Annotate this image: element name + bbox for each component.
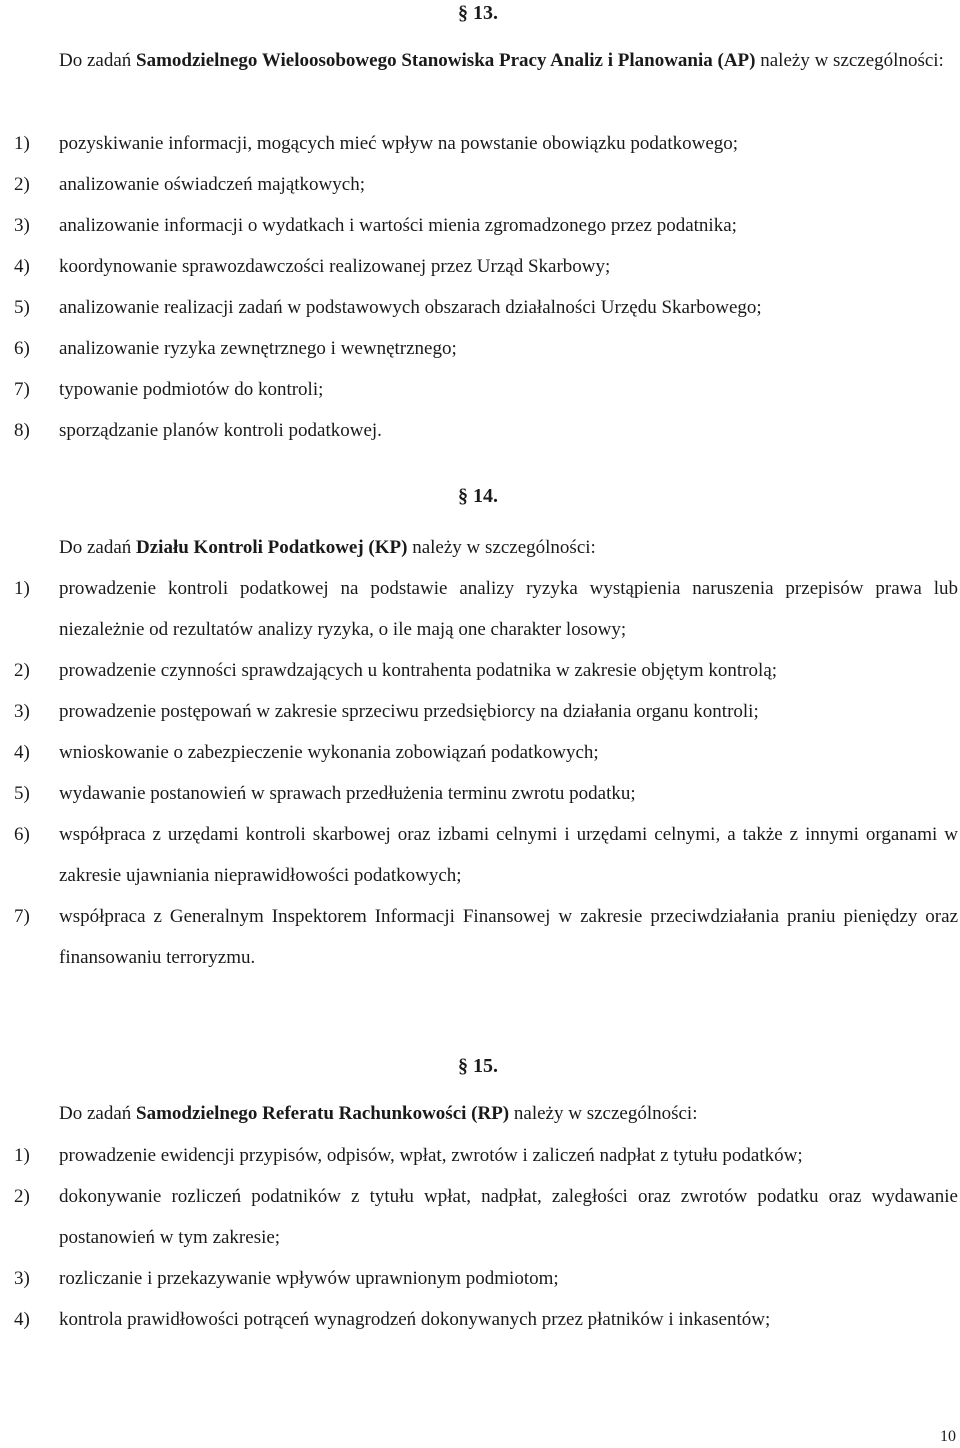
item-text: pozyskiwanie informacji, mogących mieć wpływ na powstanie obowiązku podatkowego;: [59, 133, 739, 154]
list-item: [0, 287, 958, 328]
section-13-intro: [0, 40, 958, 82]
section-14-intro-before: Do zadań: [59, 537, 137, 558]
section-14-unit-name: Działu Kontroli Podatkowej (KP): [136, 537, 408, 558]
item-number: 4): [14, 256, 30, 277]
item-number: 4): [14, 1309, 30, 1330]
item-number: 5): [14, 297, 30, 318]
item-text: typowanie podmiotów do kontroli;: [59, 379, 324, 400]
item-text: sporządzanie planów kontroli podatkowej.: [59, 420, 382, 441]
item-text: analizowanie informacji o wydatkach i wartości mienia zgromadzonego przez podatnika;: [59, 215, 737, 236]
item-number: 6): [14, 338, 30, 359]
list-item: [0, 1176, 958, 1258]
item-number: 7): [14, 906, 30, 927]
section-13-intro-after: należy w szczególności:: [755, 50, 944, 71]
item-number: 3): [14, 1268, 30, 1289]
item-text: analizowanie realizacji zadań w podstawowych obszarach działalności Urzędu Skarbowego;: [59, 297, 762, 318]
list-item: [0, 369, 958, 410]
item-number: 8): [14, 420, 30, 441]
item-number: 7): [14, 379, 30, 400]
section-14-list: [0, 568, 958, 978]
item-text: wnioskowanie o zabezpieczenie wykonania zobowiązań podatkowych;: [59, 742, 599, 763]
list-item: [0, 1258, 958, 1299]
item-text: dokonywanie rozliczeń podatników z tytułu wpłat, nadpłat, zaległości oraz zwrotów podatku oraz wydawanie postanowień w tym zakresie;: [59, 1186, 958, 1248]
item-text: prowadzenie kontroli podatkowej na podstawie analizy ryzyka wystąpienia naruszenia przepisów prawa lub niezależnie od rezultatów analizy ryzyka, o ile mają one charakter losowy;: [59, 578, 958, 640]
item-number: 1): [14, 1145, 30, 1166]
section-13-intro-before: Do zadań: [59, 50, 137, 71]
item-text: rozliczanie i przekazywanie wpływów uprawnionym podmiotom;: [59, 1268, 559, 1289]
section-14-intro-after: należy w szczególności:: [407, 537, 596, 558]
list-item: [0, 1299, 958, 1340]
section-13-heading: § 13.: [458, 2, 498, 24]
item-text: wydawanie postanowień w sprawach przedłużenia terminu zwrotu podatku;: [59, 783, 636, 804]
section-15-intro-before: Do zadań: [59, 1103, 137, 1124]
list-item: [0, 328, 958, 369]
list-item: [0, 568, 958, 650]
list-item: [0, 650, 958, 691]
list-item: [0, 164, 958, 205]
list-item: [0, 1135, 958, 1176]
item-number: 3): [14, 215, 30, 236]
item-text: analizowanie oświadczeń majątkowych;: [59, 174, 365, 195]
page-number: 10: [940, 1428, 956, 1445]
section-15-list: [0, 1135, 958, 1340]
section-15-unit-name: Samodzielnego Referatu Rachunkowości (RP): [136, 1103, 510, 1124]
section-13-unit-name: Samodzielnego Wieloosobowego Stanowiska Pracy Analiz i Planowania (AP): [136, 50, 756, 71]
section-15-heading: § 15.: [458, 1055, 498, 1077]
item-number: 2): [14, 174, 30, 195]
item-text: analizowanie ryzyka zewnętrznego i wewnętrznego;: [59, 338, 457, 359]
item-text: prowadzenie ewidencji przypisów, odpisów, wpłat, zwrotów i zaliczeń nadpłat z tytułu podatków;: [59, 1145, 803, 1166]
item-number: 4): [14, 742, 30, 763]
list-item: [0, 896, 958, 978]
list-item: [0, 732, 958, 773]
list-item: [0, 205, 958, 246]
section-14-heading: § 14.: [458, 485, 498, 507]
item-text: kontrola prawidłowości potrąceń wynagrodzeń dokonywanych przez płatników i inkasentów;: [59, 1309, 771, 1330]
list-item: [0, 123, 958, 164]
section-15-intro-after: należy w szczególności:: [509, 1103, 698, 1124]
list-item: [0, 691, 958, 732]
item-text: współpraca z urzędami kontroli skarbowej oraz izbami celnymi i urzędami celnymi, a także z innymi organami w zakresie ujawniania nieprawidłowości podatkowych;: [59, 824, 958, 886]
item-text: prowadzenie czynności sprawdzających u kontrahenta podatnika w zakresie objętym kontrolą;: [59, 660, 778, 681]
item-text: współpraca z Generalnym Inspektorem Informacji Finansowej w zakresie przeciwdziałania praniu pieniędzy oraz finansowaniu terroryzmu.: [59, 906, 958, 968]
list-item: [0, 246, 958, 287]
section-14-intro: [0, 527, 958, 569]
item-number: 5): [14, 783, 30, 804]
item-number: 1): [14, 133, 30, 154]
item-number: 3): [14, 701, 30, 722]
item-number: 2): [14, 660, 30, 681]
list-item: [0, 410, 958, 451]
item-text: koordynowanie sprawozdawczości realizowanej przez Urząd Skarbowy;: [59, 256, 611, 277]
section-13-list: [0, 123, 958, 451]
item-text: prowadzenie postępowań w zakresie sprzeciwu przedsiębiorcy na działania organu kontroli;: [59, 701, 759, 722]
item-number: 2): [14, 1186, 30, 1207]
section-15-intro: [0, 1093, 958, 1135]
list-item: [0, 773, 958, 814]
item-number: 1): [14, 578, 30, 599]
item-number: 6): [14, 824, 30, 845]
list-item: [0, 814, 958, 896]
